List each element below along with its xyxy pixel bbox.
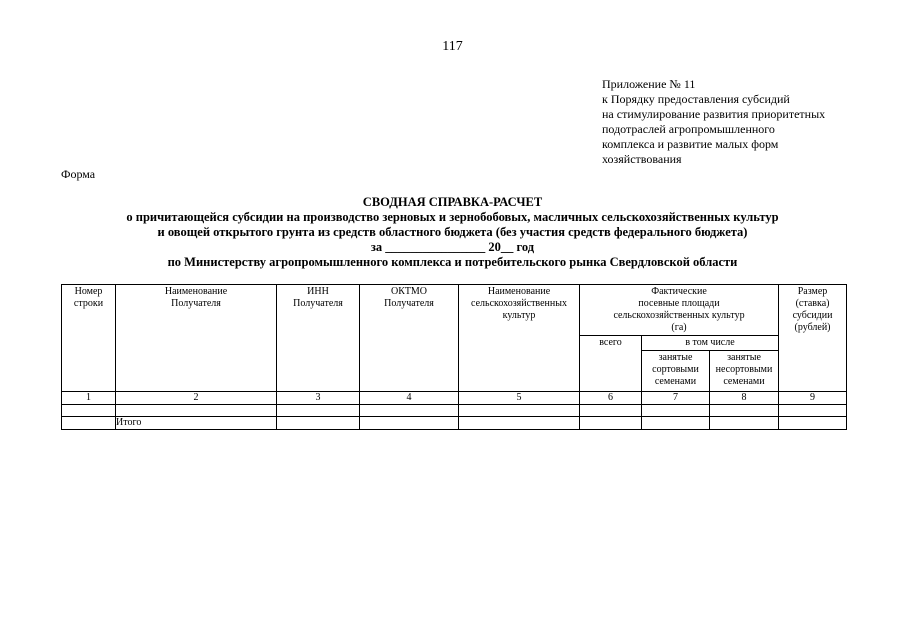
appendix-line: хозяйствования xyxy=(602,152,682,166)
table-cell xyxy=(116,405,277,417)
header-text: занятые xyxy=(658,352,693,363)
column-number: 2 xyxy=(116,392,277,405)
header-oktmo xyxy=(360,285,459,392)
header-text: посевные площади xyxy=(638,298,720,309)
table-cell xyxy=(360,405,459,417)
header-row xyxy=(62,285,847,336)
appendix-line: к Порядку предоставления субсидий xyxy=(602,92,790,106)
column-number: 9 xyxy=(779,392,847,405)
header-total-area: всего xyxy=(580,336,642,392)
header-text: семенами xyxy=(654,376,697,387)
title-line: и овощей открытого грунта из средств областного бюджета (без участия средств федерального бюджета) xyxy=(157,225,748,239)
table-cell xyxy=(459,405,580,417)
appendix-line: на стимулирование развития приоритетных xyxy=(602,107,826,121)
calculation-table xyxy=(61,284,847,430)
title-line: за ________________ 20__ год xyxy=(370,240,535,254)
header-text: Фактические xyxy=(651,286,707,297)
header-text: Номер xyxy=(74,286,103,297)
table-cell xyxy=(62,417,116,430)
column-number: 4 xyxy=(360,392,459,405)
table-cell xyxy=(779,417,847,430)
table-cell xyxy=(710,405,779,417)
header-including: в том числе xyxy=(642,336,779,351)
header-text: Получателя xyxy=(171,298,221,309)
total-label: Итого xyxy=(116,417,277,430)
header-text: (га) xyxy=(671,322,687,333)
header-text: строки xyxy=(73,298,104,309)
table-cell xyxy=(459,417,580,430)
page-number: 117 xyxy=(442,39,463,54)
appendix-line: подотраслей агропромышленного xyxy=(602,122,775,136)
table-cell xyxy=(710,417,779,430)
header-text: Получателя xyxy=(293,298,343,309)
title-line: по Министерству агропромышленного комплекса и потребительского рынка Свердловской области xyxy=(167,255,738,269)
header-sown-area xyxy=(580,285,779,336)
title-line: о причитающейся субсидии на производство зерновых и зернобобовых, масличных сельскохозяйственных культур xyxy=(126,210,779,224)
header-inn xyxy=(277,285,360,392)
column-number-row xyxy=(62,392,847,405)
column-number: 3 xyxy=(277,392,360,405)
header-text: семенами xyxy=(723,376,765,387)
table-cell xyxy=(277,405,360,417)
appendix-line: Приложение № 11 xyxy=(602,77,696,91)
column-number: 8 xyxy=(710,392,779,405)
header-text: несортовыми xyxy=(715,364,773,375)
table-cell xyxy=(642,417,710,430)
header-varietal-seeds xyxy=(642,351,710,392)
total-row xyxy=(62,417,847,430)
header-text: сельскохозяйственных xyxy=(471,298,567,309)
column-number: 6 xyxy=(580,392,642,405)
title-line: СВОДНАЯ СПРАВКА-РАСЧЕТ xyxy=(362,195,543,209)
table-cell xyxy=(580,417,642,430)
header-text: Наименование xyxy=(164,286,228,297)
header-text: (рублей) xyxy=(794,322,831,333)
document-title xyxy=(0,195,905,270)
header-text: ИНН xyxy=(307,286,329,297)
table-row xyxy=(62,405,847,417)
column-number: 1 xyxy=(62,392,116,405)
header-text: Размер xyxy=(797,286,828,297)
table-cell xyxy=(642,405,710,417)
appendix-note xyxy=(602,77,825,167)
table-cell xyxy=(779,405,847,417)
header-text: ОКТМО xyxy=(391,286,427,297)
table-cell xyxy=(580,405,642,417)
header-text: Наименование xyxy=(487,286,551,297)
header-non-varietal-seeds xyxy=(710,351,779,392)
header-text: занятые xyxy=(727,352,761,363)
header-row-number xyxy=(62,285,116,392)
header-subsidy-amount xyxy=(779,285,847,392)
header-text: сельскохозяйственных культур xyxy=(613,310,745,321)
table-cell xyxy=(277,417,360,430)
header-text: культур xyxy=(502,310,536,321)
appendix-line: комплекса и развитие малых форм xyxy=(602,137,779,151)
column-number: 7 xyxy=(642,392,710,405)
header-crop-name xyxy=(459,285,580,392)
header-text: субсидии xyxy=(792,310,833,321)
form-label: Форма xyxy=(61,167,96,181)
header-recipient-name xyxy=(116,285,277,392)
table-cell xyxy=(360,417,459,430)
table-cell xyxy=(62,405,116,417)
header-text: сортовыми xyxy=(652,364,699,375)
header-text: Получателя xyxy=(384,298,434,309)
column-number: 5 xyxy=(459,392,580,405)
header-text: (ставка) xyxy=(795,298,830,309)
